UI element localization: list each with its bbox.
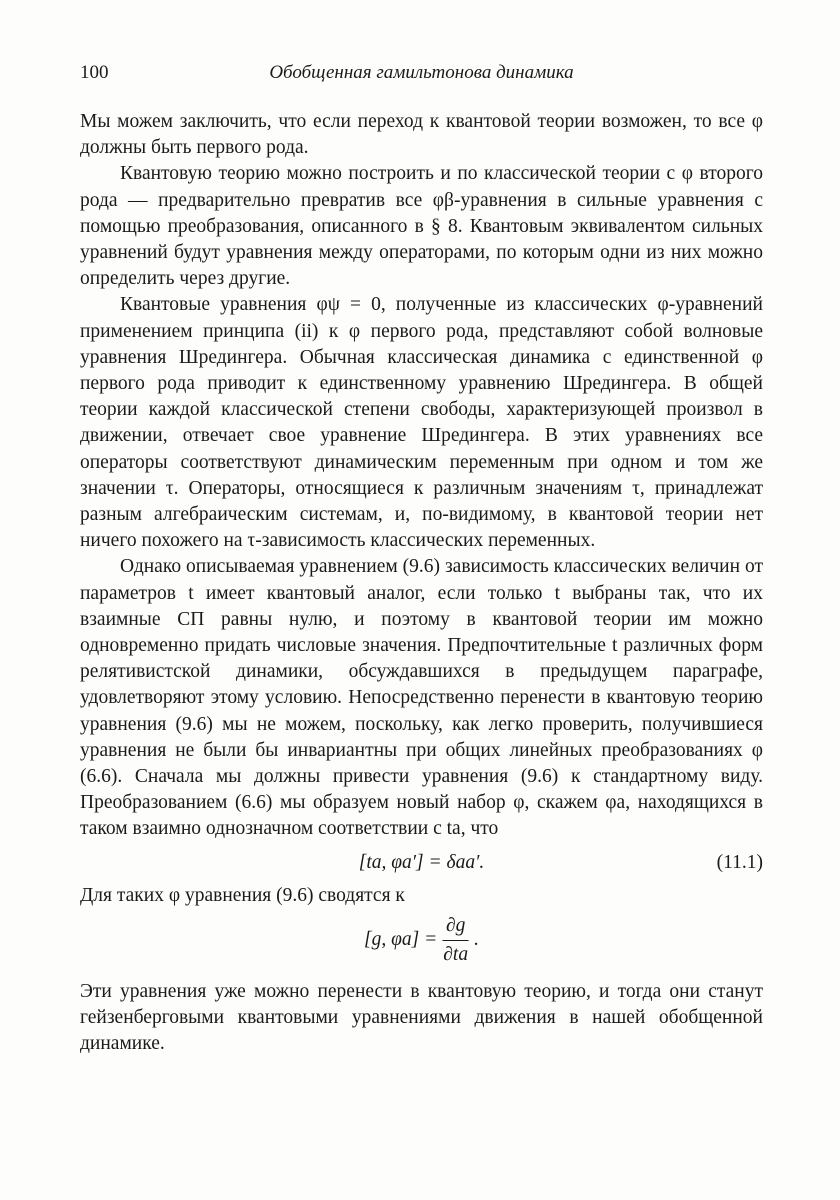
paragraph-4: Однако описываемая уравнением (9.6) зависимость классических величин от параметров t имеет квантовый аналог, если только t выбраны так, что их взаимные СП равны нулю, и поэтому в квантовой теории им можно одновременно придать числовые значения. Предпочтительные t различных форм релятивистской динамики, обсуждавшихся в предыдущем параграфе, удовлетворяют этому условию. Непосредственно перенести в квантовую теорию уравнения (9.6) мы не можем, поскольку, как легко проверить, получившиеся уравнения не были бы инвариантны при общих линейных преобразованиях φ (6.6). Сначала мы должны привести уравнения (9.6) к стандартному виду. Преобразованием (6.6) мы образуем новый набор φ, скажем φa, находящихся в таком взаимно однозначном соответствии с ta, что	[80, 556, 763, 840]
partial-derivative-fraction	[440, 913, 471, 968]
equation-lhs: [g, φa] =	[364, 929, 438, 951]
paragraph-6: Эти уравнения уже можно перенести в квантовую теорию, и тогда они станут гейзенберговыми квантовыми уравнениями движения в нашей обобщенной динамике.	[80, 980, 763, 1055]
body-text	[80, 109, 763, 1058]
equation-heisenberg	[80, 909, 763, 979]
page-header	[80, 62, 763, 92]
paragraph-1: Мы можем заключить, что если переход к квантовой теории возможен, то все φ должны быть первого рода.	[80, 111, 763, 159]
equation-11-1-expression: [ta, φa′] = δaa′.	[358, 851, 485, 873]
paragraph-2: Квантовую теорию можно построить и по классической теории с φ второго рода — предварительно превратив все φβ-уравнения в сильные уравнения с помощью преобразования, описанного в § 8. Квантовым эквивалентом сильных уравнений будут уравнения между операторами, по которым одни из них можно определить через другие.	[80, 163, 763, 290]
paragraph-3: Квантовые уравнения φψ = 0, полученные из классических φ-уравнений применением принципа (ii) к φ первого рода, представляют собой волновые уравнения Шредингера. Обычная классическая динамика с единственной φ первого рода приводит к единственному уравнению Шредингера. В общей теории каждой классической степени свободы, характеризующей произвол в движении, отвечает свое уравнение Шредингера. В этих уравнениях все операторы соответствуют динамическим переменным при одном и том же значении τ. Операторы, относящиеся к различным значениям τ, принадлежат разным алгебраическим системам, и, по-видимому, в квантовой теории нет ничего похожего на τ-зависимость классических переменных.	[80, 294, 763, 552]
fraction-denominator: ∂ta	[443, 944, 469, 966]
equation-11-1	[80, 843, 763, 883]
equation-11-1-number: (11.1)	[716, 851, 763, 873]
running-title: Обобщенная гамильтонова динамика	[269, 62, 574, 83]
page-number: 100	[80, 62, 109, 83]
equation-tail: .	[474, 929, 479, 951]
book-page	[80, 62, 763, 1058]
fraction-numerator: ∂g	[443, 913, 468, 941]
paragraph-5: Для таких φ уравнения (9.6) сводятся к	[80, 884, 405, 906]
